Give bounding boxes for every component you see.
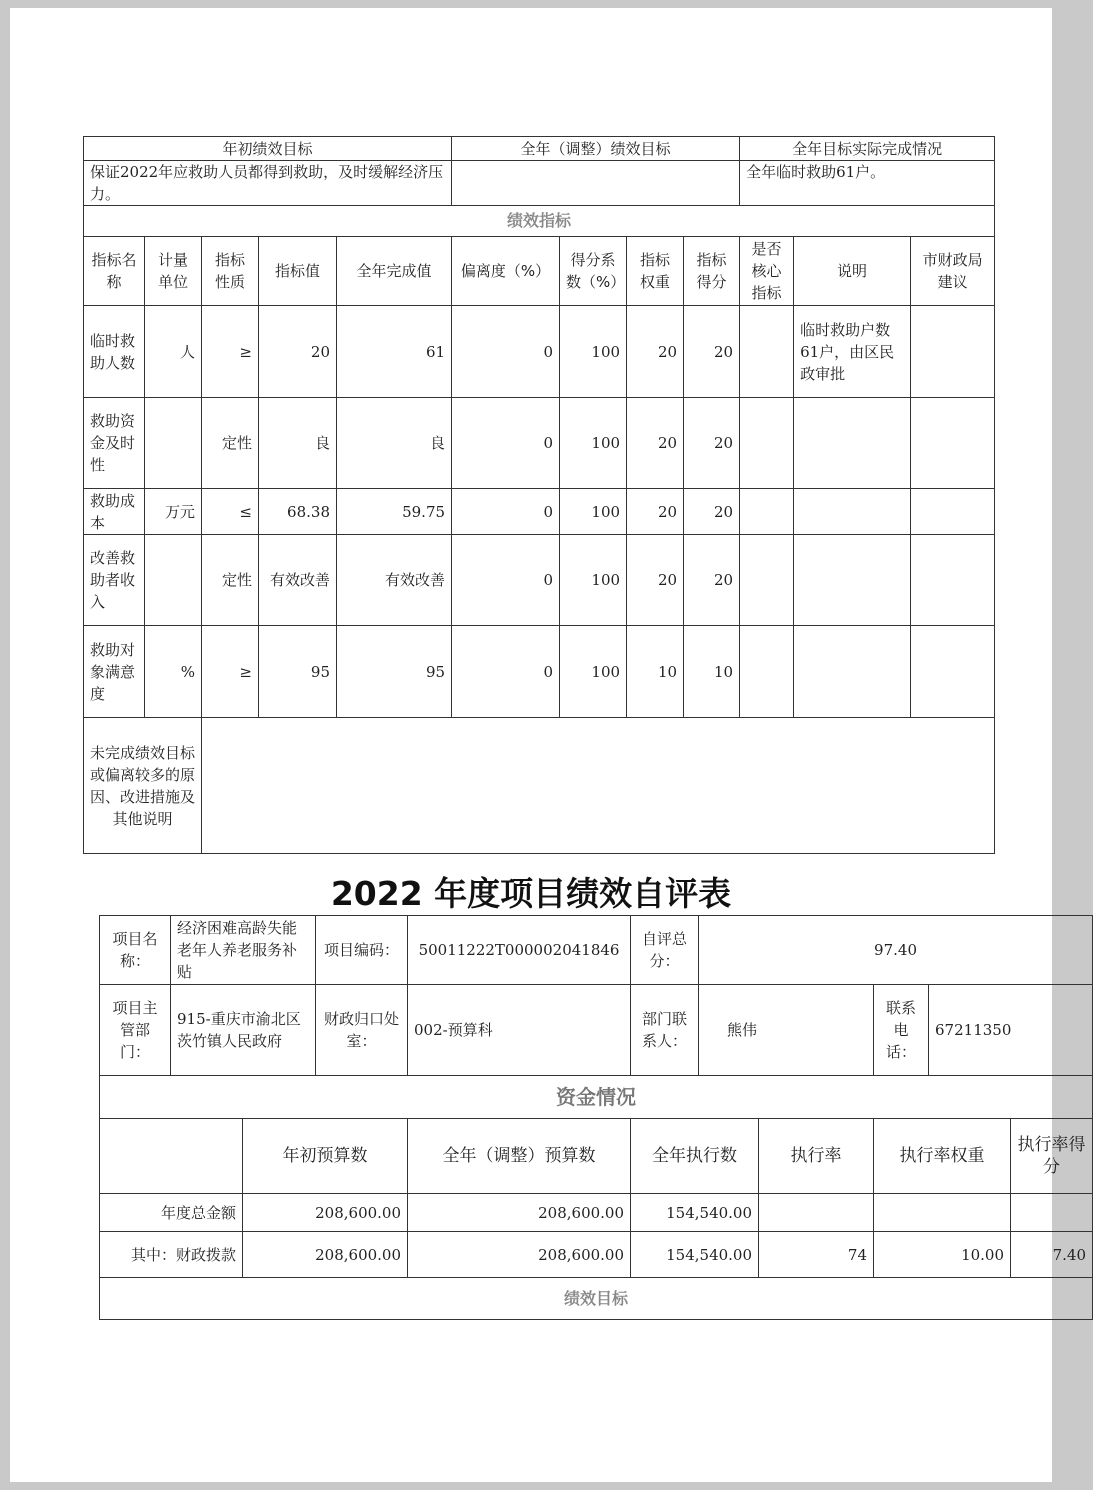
indicator-nature: 定性 xyxy=(202,398,259,489)
dept-value: 915-重庆市渝北区茨竹镇人民政府 xyxy=(171,985,316,1076)
table-row xyxy=(100,1194,1093,1232)
indicator-weight: 20 xyxy=(627,489,684,535)
fund-executed: 154,540.00 xyxy=(631,1232,759,1278)
section-funds: 资金情况 xyxy=(100,1076,1093,1119)
document-page xyxy=(10,8,1087,1482)
indicator-coef: 100 xyxy=(560,535,627,626)
fund-initial: 208,600.00 xyxy=(243,1232,408,1278)
indicator-core xyxy=(740,398,794,489)
col-header: 指标值 xyxy=(259,237,337,306)
indicator-note xyxy=(794,535,911,626)
indicator-actual: 良 xyxy=(337,398,452,489)
col-header: 指标性质 xyxy=(202,237,259,306)
fund-initial: 208,600.00 xyxy=(243,1194,408,1232)
indicator-name: 临时救助人数 xyxy=(84,306,145,398)
project-self-evaluation-table xyxy=(99,915,1093,1320)
fund-col-header: 执行率得分 xyxy=(1011,1119,1093,1194)
fund-adjusted: 208,600.00 xyxy=(408,1232,631,1278)
fund-rate: 74 xyxy=(759,1232,874,1278)
indicator-nature: ≤ xyxy=(202,489,259,535)
indicator-coef: 100 xyxy=(560,306,627,398)
indicator-weight: 10 xyxy=(627,626,684,718)
indicator-coef: 100 xyxy=(560,489,627,535)
indicator-unit xyxy=(145,535,202,626)
indicator-core xyxy=(740,489,794,535)
section-indicators: 绩效指标 xyxy=(84,206,995,237)
table-row xyxy=(100,1232,1093,1278)
indicator-actual: 95 xyxy=(337,626,452,718)
fund-weight: 10.00 xyxy=(874,1232,1011,1278)
adjusted-goal-text xyxy=(452,161,740,206)
indicator-weight: 20 xyxy=(627,398,684,489)
project-name: 经济困难高龄失能老年人养老服务补贴 xyxy=(171,916,316,985)
indicator-unit: 万元 xyxy=(145,489,202,535)
header-initial-goal: 年初绩效目标 xyxy=(84,137,452,161)
indicator-actual: 有效改善 xyxy=(337,535,452,626)
section-goals: 绩效目标 xyxy=(100,1278,1093,1320)
indicator-core xyxy=(740,535,794,626)
self-score: 97.40 xyxy=(699,916,1093,985)
indicator-note xyxy=(794,489,911,535)
fund-row-label: 年度总金额 xyxy=(100,1194,243,1232)
indicator-note xyxy=(794,398,911,489)
col-header: 说明 xyxy=(794,237,911,306)
fund-col-header: 全年（调整）预算数 xyxy=(408,1119,631,1194)
indicator-score: 20 xyxy=(684,489,740,535)
fund-adjusted: 208,600.00 xyxy=(408,1194,631,1232)
header-adjusted-goal: 全年（调整）绩效目标 xyxy=(452,137,740,161)
indicator-target: 20 xyxy=(259,306,337,398)
performance-indicator-table xyxy=(83,136,995,854)
dept-label: 项目主管部门： xyxy=(100,985,171,1076)
indicator-actual: 59.75 xyxy=(337,489,452,535)
table-row xyxy=(84,398,995,489)
fund-col-header xyxy=(100,1119,243,1194)
indicator-advice xyxy=(911,489,995,535)
initial-goal-text: 保证2022年应救助人员都得到救助，及时缓解经济压力。 xyxy=(84,161,452,206)
indicator-deviation: 0 xyxy=(452,489,560,535)
fund-col-header: 执行率权重 xyxy=(874,1119,1011,1194)
col-header: 指标权重 xyxy=(627,237,684,306)
indicator-note: 临时救助户数61户，由区民政审批 xyxy=(794,306,911,398)
indicator-unit xyxy=(145,398,202,489)
indicator-deviation: 0 xyxy=(452,306,560,398)
col-header: 指标名称 xyxy=(84,237,145,306)
indicator-target: 良 xyxy=(259,398,337,489)
fund-col-header: 全年执行数 xyxy=(631,1119,759,1194)
indicator-actual: 61 xyxy=(337,306,452,398)
self-score-label: 自评总分： xyxy=(631,916,699,985)
indicator-note xyxy=(794,626,911,718)
table-row xyxy=(84,306,995,398)
reason-label: 未完成绩效目标或偏离较多的原因、改进措施及其他说明 xyxy=(84,718,202,854)
indicator-advice xyxy=(911,535,995,626)
table-row xyxy=(84,626,995,718)
indicator-name: 救助对象满意度 xyxy=(84,626,145,718)
indicator-deviation: 0 xyxy=(452,535,560,626)
indicator-name: 改善救助者收入 xyxy=(84,535,145,626)
indicator-unit: % xyxy=(145,626,202,718)
indicator-core xyxy=(740,306,794,398)
indicator-score: 20 xyxy=(684,535,740,626)
indicator-name: 救助资金及时性 xyxy=(84,398,145,489)
indicator-advice xyxy=(911,306,995,398)
fund-rate xyxy=(759,1194,874,1232)
fund-weight xyxy=(874,1194,1011,1232)
col-header: 市财政局建议 xyxy=(911,237,995,306)
indicator-target: 95 xyxy=(259,626,337,718)
indicator-unit: 人 xyxy=(145,306,202,398)
indicator-coef: 100 xyxy=(560,626,627,718)
indicator-advice xyxy=(911,626,995,718)
indicator-nature: ≥ xyxy=(202,626,259,718)
indicator-target: 有效改善 xyxy=(259,535,337,626)
phone-value: 67211350 xyxy=(929,985,1093,1076)
project-name-label: 项目名称： xyxy=(100,916,171,985)
indicator-advice xyxy=(911,398,995,489)
indicator-nature: 定性 xyxy=(202,535,259,626)
fund-score: 7.40 xyxy=(1011,1232,1093,1278)
project-code: 50011222T000002041846 xyxy=(408,916,631,985)
fund-score xyxy=(1011,1194,1093,1232)
contact-label: 部门联系人： xyxy=(631,985,699,1076)
finance-office-label: 财政归口处室： xyxy=(316,985,408,1076)
page-title: 2022 年度项目绩效自评表 xyxy=(330,874,732,913)
col-header: 偏离度（%） xyxy=(452,237,560,306)
indicator-coef: 100 xyxy=(560,398,627,489)
indicator-nature: ≥ xyxy=(202,306,259,398)
finance-office-value: 002-预算科 xyxy=(408,985,631,1076)
indicator-name: 救助成本 xyxy=(84,489,145,535)
fund-row-label: 其中：财政拨款 xyxy=(100,1232,243,1278)
indicator-deviation: 0 xyxy=(452,398,560,489)
reason-value xyxy=(202,718,995,854)
indicator-weight: 20 xyxy=(627,535,684,626)
header-actual: 全年目标实际完成情况 xyxy=(740,137,995,161)
indicator-deviation: 0 xyxy=(452,626,560,718)
fund-executed: 154,540.00 xyxy=(631,1194,759,1232)
table-row xyxy=(84,535,995,626)
contact-value: 熊伟 xyxy=(699,985,874,1076)
indicator-core xyxy=(740,626,794,718)
col-header: 得分系数（%） xyxy=(560,237,627,306)
indicator-score: 20 xyxy=(684,306,740,398)
indicator-weight: 20 xyxy=(627,306,684,398)
table-row xyxy=(84,489,995,535)
fund-col-header: 执行率 xyxy=(759,1119,874,1194)
col-header: 指标得分 xyxy=(684,237,740,306)
col-header: 全年完成值 xyxy=(337,237,452,306)
fund-col-header: 年初预算数 xyxy=(243,1119,408,1194)
phone-label: 联系电话： xyxy=(874,985,929,1076)
indicator-target: 68.38 xyxy=(259,489,337,535)
project-code-label: 项目编码： xyxy=(316,916,408,985)
indicator-score: 10 xyxy=(684,626,740,718)
col-header: 是否核心指标 xyxy=(740,237,794,306)
col-header: 计量单位 xyxy=(145,237,202,306)
actual-text: 全年临时救助61户。 xyxy=(740,161,995,206)
indicator-score: 20 xyxy=(684,398,740,489)
